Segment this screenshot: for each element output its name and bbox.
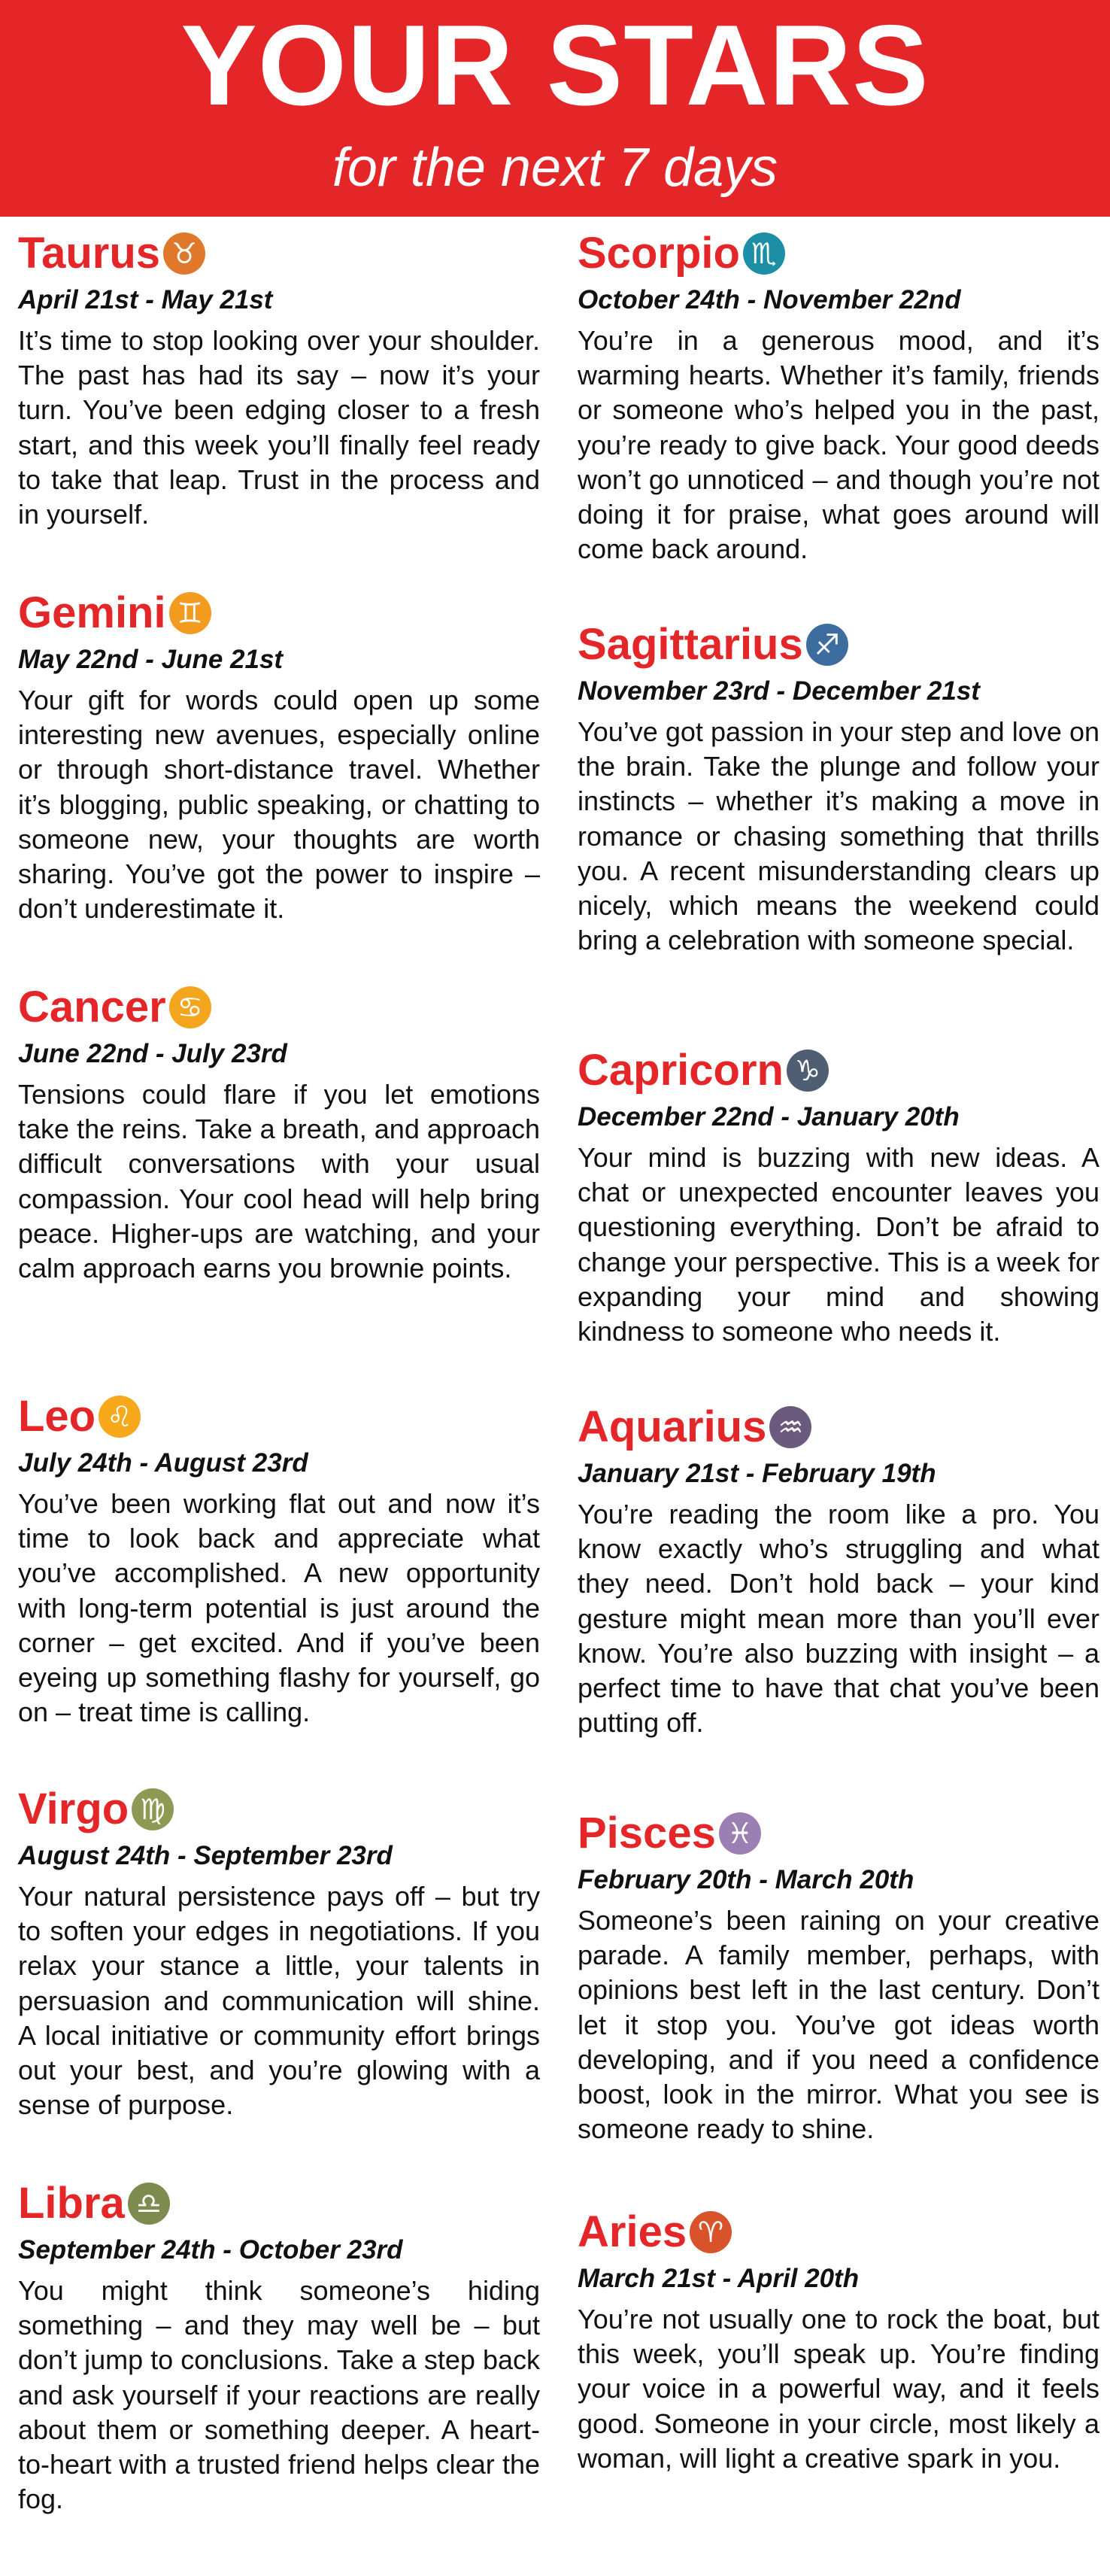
sign-name: Aries — [578, 2207, 687, 2256]
sign-libra — [18, 2174, 540, 2517]
scorpio-icon: ♏ — [743, 232, 785, 275]
sign-heading — [18, 224, 540, 283]
sign-name: Cancer — [18, 983, 166, 1031]
sign-name: Capricorn — [578, 1046, 784, 1095]
taurus-icon: ♉ — [163, 232, 205, 275]
sign-heading — [578, 1398, 1099, 1457]
page-subtitle: for the next 7 days — [332, 138, 778, 198]
sign-taurus — [18, 224, 540, 532]
virgo-icon: ♍ — [132, 1788, 174, 1830]
sign-gemini — [18, 584, 540, 926]
horoscope-text: Your mind is buzzing with new ideas. A chat or unexpected encounter leaves you questioning everything. Don’t be afraid to change your perspective. This is a week for expanding your mind and showing kindness to someone who needs it. — [578, 1142, 1099, 1347]
horoscope-text: Your gift for words could open up some interesting new avenues, especially online or through short-distance travel. Whether it’s blogging, public speaking, or chatting to someone new, your thoughts are worth sharing. You’ve got the power to inspire – don’t underestimate it. — [18, 685, 540, 925]
sign-name: Libra — [18, 2179, 125, 2228]
sign-cancer — [18, 978, 540, 1286]
capricorn-icon: ♑ — [787, 1050, 829, 1092]
libra-icon: ♎ — [128, 2183, 170, 2225]
sign-dates: January 21st - February 19th — [578, 1459, 936, 1488]
sign-heading — [578, 615, 1099, 674]
sign-dates: May 22nd - June 21st — [18, 645, 284, 674]
sign-dates: October 24th - November 22nd — [578, 285, 961, 314]
sign-heading — [18, 2174, 540, 2233]
sign-name: Pisces — [578, 1809, 716, 1858]
aquarius-icon: ♒ — [769, 1406, 811, 1448]
sign-dates: December 22nd - January 20th — [578, 1102, 960, 1132]
sign-name: Sagittarius — [578, 620, 803, 669]
cancer-icon: ♋ — [169, 986, 211, 1028]
sign-heading — [18, 584, 540, 642]
leo-icon: ♌ — [99, 1396, 141, 1438]
sign-dates: June 22nd - July 23rd — [18, 1039, 287, 1068]
sign-dates: August 24th - September 23rd — [18, 1841, 393, 1870]
horoscope-text: You’re in a generous mood, and it’s warming hearts. Whether it’s family, friends or someone who’s helped you in the past, you’re ready to give back. Your good deeds won’t go unnoticed – and though you’re not doing it for praise, what goes around will come back around. — [578, 325, 1099, 565]
header-banner — [0, 0, 1110, 217]
sign-name: Virgo — [18, 1785, 129, 1833]
sign-name: Aquarius — [578, 1402, 767, 1451]
sign-aquarius — [578, 1398, 1099, 1740]
horoscope-text: Someone’s been raining on your creative parade. A family member, perhaps, with opinions best left in the last century. Don’t let it stop you. You’ve got ideas worth developing, and if you need a confidence boost, look in the mirror. What you see is someone ready to shine. — [578, 1905, 1099, 2145]
sign-dates: September 24th - October 23rd — [18, 2235, 403, 2265]
sign-name: Scorpio — [578, 229, 740, 278]
sign-heading — [578, 224, 1099, 283]
horoscope-text: You’re not usually one to rock the boat, but this week, you’ll speak up. You’re finding your voice in a powerful way, and it feels good. Someone in your circle, most likely a woman, will light a creative spark in you. — [578, 2304, 1099, 2474]
sign-name: Gemini — [18, 588, 166, 637]
sign-dates: November 23rd - December 21st — [578, 676, 980, 706]
sign-dates: April 21st - May 21st — [18, 285, 273, 314]
gemini-icon: ♊ — [169, 592, 211, 634]
sign-capricorn — [578, 1041, 1099, 1349]
horoscope-text: You might think someone’s hiding something – and they may well be – but don’t jump to conclusions. Take a step back and ask yourself if your reactions are really about them or something deeper. A heart-to-heart with a trusted friend helps clear the fog. — [18, 2275, 540, 2515]
sign-scorpio — [578, 224, 1099, 567]
sign-heading — [578, 1041, 1099, 1100]
horoscope-text: It’s time to stop looking over your shoulder. The past has had its say – now it’s your turn. You’ve been edging closer to a fresh start, and this week you’ll finally feel ready to take that leap. Trust in the process and in yourself. — [18, 325, 540, 530]
sign-heading — [18, 1387, 540, 1446]
sagittarius-icon: ♐ — [806, 624, 848, 666]
sign-heading — [578, 2203, 1099, 2262]
sign-dates: March 21st - April 20th — [578, 2264, 860, 2293]
sign-heading — [18, 978, 540, 1037]
horoscope-text: You’ve been working flat out and now it’s time to look back and appreciate what you’ve accomplished. A new opportunity with long-term potential is just around the corner – get excited. And if you’ve been eyeing up something flashy for yourself, go on – treat time is calling. — [18, 1488, 540, 1728]
sign-dates: February 20th - March 20th — [578, 1865, 914, 1894]
horoscope-text: You’re reading the room like a pro. You know exactly who’s struggling and what they need. Don’t hold back – your kind gesture might mean more than you’ll ever know. You’re also buzzing with insight – a perfect time to have that chat you’ve been putting off. — [578, 1499, 1099, 1739]
horoscope-text: Tensions could flare if you let emotions take the reins. Take a breath, and approach difficult conversations with your usual compassion. Your cool head will help bring peace. Higher-ups are watching, and your calm approach earns you brownie points. — [18, 1079, 540, 1284]
sign-name: Taurus — [18, 229, 161, 278]
aries-icon: ♈ — [690, 2211, 732, 2253]
sign-heading — [18, 1780, 540, 1839]
sign-leo — [18, 1387, 540, 1730]
page-title: YOUR STARS — [180, 2, 930, 129]
sign-heading — [578, 1804, 1099, 1863]
pisces-icon: ♓ — [719, 1812, 761, 1855]
sign-virgo — [18, 1780, 540, 2122]
sign-dates: July 24th - August 23rd — [18, 1448, 308, 1478]
sign-sagittarius — [578, 615, 1099, 958]
horoscope-text: You’ve got passion in your step and love on the brain. Take the plunge and follow your instincts – whether it’s making a move in romance or chasing something that thrills you. A recent misunderstanding clears up nicely, which means the weekend could bring a celebration with someone special. — [578, 716, 1099, 956]
horoscope-text: Your natural persistence pays off – but try to soften your edges in negotiations. If you relax your stance a little, your talents in persuasion and communication will shine. A local initiative or community effort brings out your best, and you’re glowing with a sense of purpose. — [18, 1881, 540, 2121]
sign-pisces — [578, 1804, 1099, 2146]
sign-name: Leo — [18, 1392, 96, 1441]
sign-aries — [578, 2203, 1099, 2476]
